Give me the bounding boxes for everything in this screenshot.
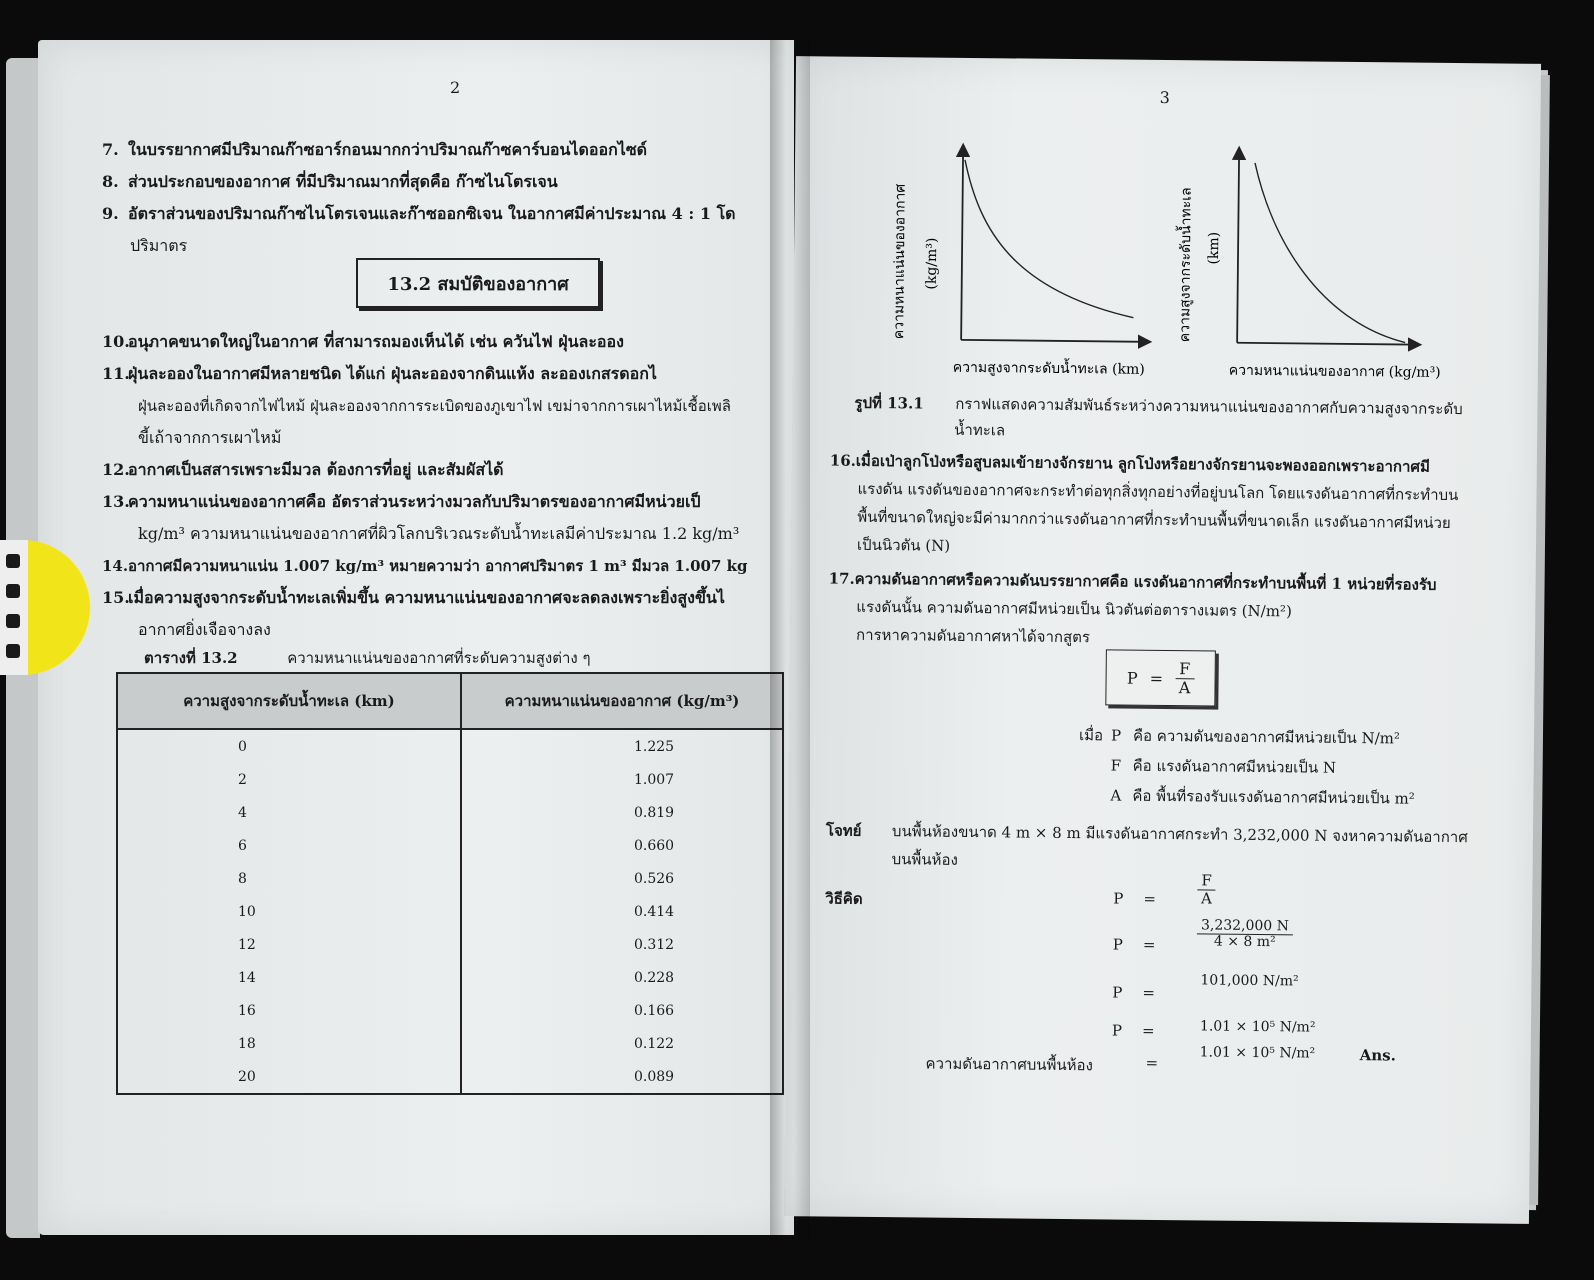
page-number: 2 (450, 78, 461, 97)
step-lhs: P = (1111, 1021, 1155, 1040)
table-row: 20 0.089 (117, 1060, 783, 1094)
x-axis-label: ความหนาแน่นของอากาศ (kg/m³) (1228, 362, 1441, 381)
problem-continuation: บนพื้นห้อง (891, 850, 958, 869)
list-item-continuation: แรงดันนั้น ความดันอากาศมีหน่วยเป็น นิวตันต่อตารางเมตร (N/m²) (856, 597, 1292, 621)
list-item-continuation: ขี้เถ้าจากการเผาไหม้ (138, 428, 282, 447)
list-item-continuation: แรงดัน แรงดันของอากาศจะกระทำต่อทุกสิ่งทุกอย่างที่อยู่บนโลก โดยแรงดันอากาศที่กระทำบน (857, 479, 1459, 505)
definition-row: F คือ แรงดันอากาศมีหน่วยเป็น N (1110, 756, 1337, 777)
list-item: 17.ความดันอากาศหรือความดันบรรยากาศคือ แรงดันอากาศที่กระทำบนพื้นที่ 1 หน่วยที่รองรับ (828, 569, 1437, 594)
right-page (784, 56, 1541, 1224)
page-number: 3 (1159, 87, 1170, 108)
table-header: ความหนาแน่นของอากาศ (kg/m³) (461, 673, 783, 729)
table-row: 0 1.225 (117, 729, 783, 763)
table-row: 10 0.414 (117, 895, 783, 928)
list-item-continuation: kg/m³ ความหนาแน่นของอากาศที่ผิวโลกบริเวณระดับน้ำทะเลมีค่าประมาณ 1.2 kg/m³ (138, 524, 740, 543)
list-item: 8. ส่วนประกอบของอากาศ ที่มีปริมาณมากที่สุดคือ ก๊าซไนโตรเจน (102, 172, 558, 191)
list-item: 12.อากาศเป็นสสารเพราะมีมวล ต้องการที่อยู่ และสัมผัสได้ (102, 460, 504, 479)
definition-row: P คือ ความดันของอากาศมีหน่วยเป็น N/m² (1110, 726, 1401, 748)
list-item: 15.เมื่อความสูงจากระดับน้ำทะเลเพิ่มขึ้น ความหนาแน่นของอากาศจะลดลงเพราะยิ่งสูงขึ้นไ (102, 588, 725, 607)
list-item: 14.อากาศมีความหนาแน่น 1.007 kg/m³ หมายความว่า อากาศปริมาตร 1 m³ มีมวล 1.007 kg (102, 557, 748, 575)
answer-label: Ans. (1359, 1046, 1396, 1065)
altitude-curve (1253, 163, 1407, 343)
section-title: 13.2 สมบัติของอากาศ (356, 258, 600, 308)
final-label: ความดันอากาศบนพื้นห้อง (925, 1054, 1093, 1075)
final-eq: = (1145, 1053, 1159, 1072)
table-row: 2 1.007 (117, 763, 783, 796)
list-item-continuation: เป็นนิวตัน (N) (856, 535, 951, 555)
figure-caption: รูปที่ 13.1 กราฟแสดงความสัมพันธ์ระหว่างความหนาแน่นของอากาศกับความสูงจากระดับ (854, 393, 1463, 419)
where-label: เมื่อ (1078, 726, 1104, 745)
y-axis-label: ความหนาแน่นของอากาศ (891, 183, 909, 340)
table-row: 12 0.312 (117, 928, 783, 961)
y-axis-unit: (kg/m³) (923, 237, 941, 290)
table-row: 18 0.122 (117, 1027, 783, 1060)
list-item-continuation: อากาศยิ่งเจือจางลง (138, 620, 271, 639)
final-value: 1.01 × 10⁵ N/m² (1199, 1044, 1316, 1062)
list-item: 16.เมื่อเป่าลูกโป่งหรือสูบลมเข้ายางจักรยาน ลูกโป่งหรือยางจักรยานจะพองออกเพราะอากาศมี (829, 451, 1430, 476)
definition-row: A คือ พื้นที่รองรับแรงดันอากาศมีหน่วยเป็น m² (1110, 786, 1415, 808)
y-axis (1237, 153, 1239, 343)
step-fraction: $\frac{F}{A}$ (1197, 872, 1216, 906)
list-item-continuation: ปริมาตร (130, 236, 188, 255)
step-lhs: P = (1113, 889, 1157, 908)
step-lhs: P = (1112, 983, 1156, 1002)
list-item-continuation: ฝุ่นละอองที่เกิดจากไฟไหม้ ฝุ่นละอองจากการระเบิดของภูเขาไฟ เขม่าจากการเผาไหม้เชื้อเพลิ (138, 397, 731, 415)
list-item-continuation: การหาความดันอากาศหาได้จากสูตร (855, 625, 1091, 647)
table-row: 4 0.819 (117, 796, 783, 829)
step-value: 1.01 × 10⁵ N/m² (1199, 1018, 1316, 1036)
y-axis-unit: (km) (1205, 231, 1223, 265)
list-item: 13.ความหนาแน่นของอากาศคือ อัตราส่วนระหว่างมวลกับปริมาตรของอากาศมีหน่วยเป็ (102, 492, 701, 511)
table-row: 6 0.660 (117, 829, 783, 862)
list-item: 10.อนุภาคขนาดใหญ่ในอากาศ ที่สามารถมองเห็นได้ เช่น ควันไฟ ฝุ่นละออง (102, 332, 624, 351)
list-item: 9. อัตราส่วนของปริมาณก๊าซไนโตรเจนและก๊าซออกซิเจน ในอากาศมีค่าประมาณ 4 : 1 โด (102, 204, 736, 223)
book-spine (770, 40, 810, 1240)
density-table (116, 672, 784, 1095)
y-axis (961, 150, 963, 340)
solution-label: วิธีคิด (825, 889, 863, 908)
x-axis (1237, 343, 1415, 345)
left-page (38, 40, 794, 1235)
y-axis-label: ความสูงจากระดับน้ำทะเล (1177, 187, 1195, 343)
step-value: 101,000 N/m² (1200, 972, 1299, 990)
x-axis-label: ความสูงจากระดับน้ำทะเล (km) (952, 359, 1145, 378)
step-fraction: $\frac{3,232,000 N}{\text{4 × 8 m²}}$ (1197, 918, 1293, 951)
density-vs-altitude-graph (883, 139, 1166, 392)
pressure-formula: P = $\frac{F}{A}$ (1105, 649, 1216, 706)
problem-label: โจทย์ (825, 821, 862, 840)
table-row: 16 0.166 (117, 994, 783, 1027)
altitude-vs-density-graph (1169, 142, 1462, 395)
list-item-continuation: พื้นที่ขนาดใหญ่จะมีค่ามากกว่าแรงดันอากาศที่กระทำบนพื้นที่ขนาดเล็ก แรงดันอากาศมีหน่วย (857, 507, 1451, 533)
x-axis (961, 340, 1145, 342)
list-item: 11.ฝุ่นละอองในอากาศมีหลายชนิด ได้แก่ ฝุ่นละอองจากดินแห้ง ละอองเกสรดอกไ (102, 364, 657, 383)
table-caption: ตารางที่ 13.2 ความหนาแน่นของอากาศที่ระดับความสูงต่าง ๆ (144, 649, 591, 667)
table-row: 14 0.228 (117, 961, 783, 994)
table-row: 8 0.526 (117, 862, 783, 895)
step-lhs: P = (1112, 935, 1156, 954)
table-header: ความสูงจากระดับน้ำทะเล (km) (117, 673, 461, 729)
list-item: 7. ในบรรยากาศมีปริมาณก๊าซอาร์กอนมากกว่าปริมาณก๊าซคาร์บอนไดออกไซด์ (102, 140, 648, 159)
density-curve (963, 160, 1135, 318)
figure-caption-continuation: น้ำทะเล (954, 420, 1006, 440)
problem-text: บนพื้นห้องขนาด 4 m × 8 m มีแรงดันอากาศกระทำ 3,232,000 N จงหาความดันอากาศ (891, 822, 1468, 847)
